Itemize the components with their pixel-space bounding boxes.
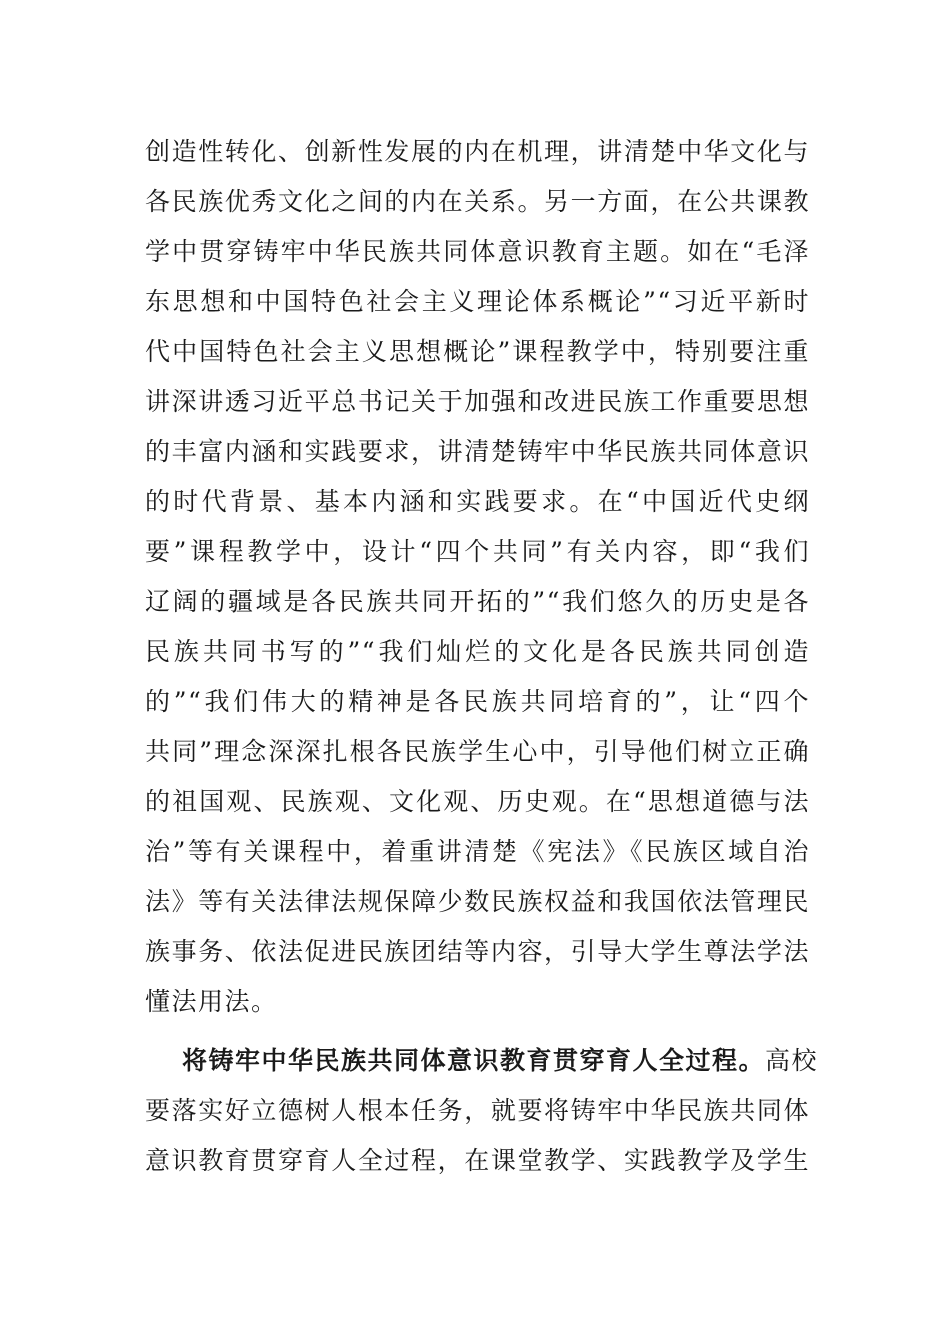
text-line: 的时代背景、基本内涵和实践要求。在“中国近代史纲 — [145, 487, 810, 516]
heading-continuation: 高校 — [765, 1046, 819, 1075]
text-line: 各民族优秀文化之间的内在关系。另一方面，在公共课教 — [145, 187, 810, 216]
text-line: 要落实好立德树人根本任务，就要将铸牢中华民族共同体 — [145, 1096, 810, 1125]
text-line: 的”“我们伟大的精神是各民族共同培育的”，让“四个 — [145, 687, 810, 716]
text-line: 代中国特色社会主义思想概论”课程教学中，特别要注重 — [145, 337, 810, 366]
text-line: 共同”理念深深扎根各民族学生心中，引导他们树立正确 — [145, 737, 810, 766]
text-line: 意识教育贯穿育人全过程，在课堂教学、实践教学及学生 — [145, 1146, 810, 1175]
paragraph-heading: 将铸牢中华民族共同体意识教育贯穿育人全过程。 — [182, 1046, 766, 1075]
text-line: 创造性转化、创新性发展的内在机理，讲清楚中华文化与 — [145, 137, 810, 166]
text-line: 要”课程教学中，设计“四个共同”有关内容，即“我们 — [145, 537, 810, 566]
text-line: 的丰富内涵和实践要求，讲清楚铸牢中华民族共同体意识 — [145, 437, 810, 466]
paragraph-whole-process-education — [145, 1036, 819, 1186]
text-line: 的祖国观、民族观、文化观、历史观。在“思想道德与法 — [145, 787, 810, 816]
text-line: 懂法用法。 — [145, 987, 278, 1016]
text-line — [145, 1036, 819, 1086]
text-line: 治”等有关课程中，着重讲清楚《宪法》《民族区域自治 — [145, 837, 810, 866]
text-line: 族事务、依法促进民族团结等内容，引导大学生尊法学法 — [145, 937, 810, 966]
paragraph-public-course-teaching — [145, 127, 810, 1027]
text-line: 讲深讲透习近平总书记关于加强和改进民族工作重要思想 — [145, 387, 810, 416]
text-line: 东思想和中国特色社会主义理论体系概论”“习近平新时 — [145, 287, 810, 316]
text-line: 法》等有关法律法规保障少数民族权益和我国依法管理民 — [145, 887, 810, 916]
text-line: 民族共同书写的”“我们灿烂的文化是各民族共同创造 — [145, 637, 810, 666]
text-line: 学中贯穿铸牢中华民族共同体意识教育主题。如在“毛泽 — [145, 237, 810, 266]
text-line: 辽阔的疆域是各民族共同开拓的”“我们悠久的历史是各 — [145, 587, 810, 616]
